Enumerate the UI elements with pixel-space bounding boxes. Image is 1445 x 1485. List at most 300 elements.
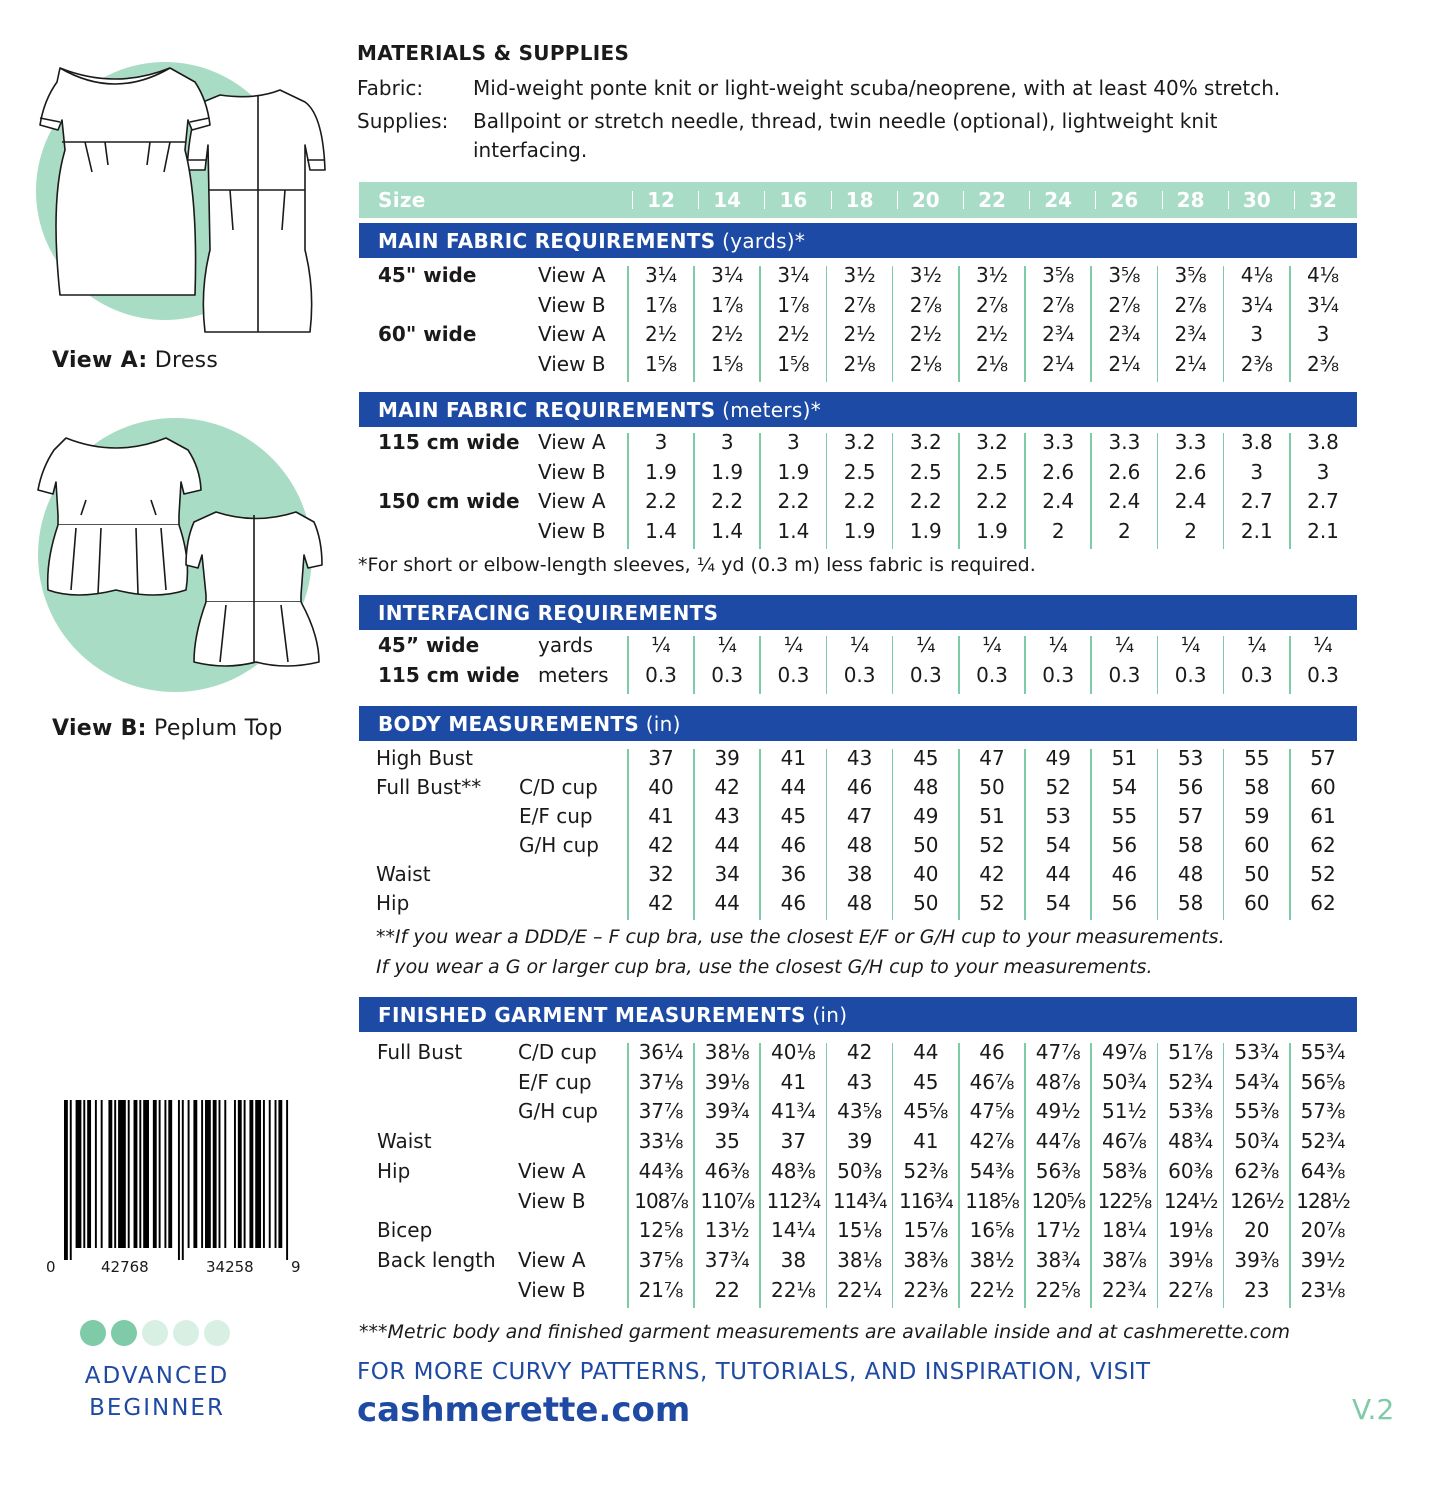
barcode-bar [87, 1100, 91, 1248]
table-cell: 39¾ [704, 1099, 750, 1124]
table-cell: 2¼ [1108, 351, 1141, 376]
section-title [378, 712, 681, 736]
table-cell: 47⅞ [1035, 1040, 1081, 1064]
barcode-bar [275, 1100, 277, 1248]
section-title-text: BODY MEASUREMENTS [378, 712, 640, 736]
difficulty-dots [80, 1320, 230, 1346]
table-cell: 39 [714, 746, 740, 770]
row-sublabel: View A [518, 1158, 586, 1183]
table-cell: 46 [846, 774, 873, 799]
barcode-bar [263, 1100, 265, 1248]
table-cell: 38¾ [1035, 1247, 1081, 1272]
table-cell: 2¾ [1042, 322, 1075, 347]
row-sublabel: View A [538, 489, 606, 514]
table-cell: 1⅝ [711, 351, 744, 376]
table-cell: 1.9 [777, 459, 810, 484]
table-cell: 3 [654, 430, 668, 454]
table-cell: ¼ [1114, 633, 1135, 657]
table-cell: 48 [1177, 861, 1204, 886]
section-header-4 [359, 997, 1357, 1032]
table-cell: 42 [648, 832, 674, 857]
table-cell: 2.7 [1240, 489, 1273, 514]
table-cell: 51⅞ [1168, 1040, 1214, 1064]
table-cell: 2⅛ [975, 351, 1009, 376]
table-cell: 2.6 [1174, 459, 1207, 484]
table-cell: 2.1 [1240, 518, 1273, 543]
table-cell: 128½ [1296, 1188, 1350, 1213]
section-title [378, 229, 805, 253]
table-cell: 43⅝ [837, 1099, 883, 1124]
table-cell: 33⅛ [638, 1129, 684, 1154]
table-cell: 2.5 [976, 459, 1008, 484]
table-cell: 38 [780, 1247, 807, 1272]
table-cell: 2.4 [1108, 489, 1141, 514]
barcode-bar [128, 1100, 130, 1248]
section-header-1 [359, 392, 1357, 427]
barcode-bar [118, 1100, 126, 1248]
table-cell: 2⅞ [1042, 292, 1075, 317]
table-cell: 2.2 [909, 489, 942, 514]
table-cell: 2⅞ [975, 292, 1009, 317]
section-header-2 [359, 595, 1357, 630]
table-cell: 52 [979, 890, 1005, 915]
table-cell: 61 [1310, 803, 1336, 828]
table-cell: 2⅛ [909, 351, 942, 376]
peplum-top-icon [36, 430, 336, 680]
barcode-bar [83, 1100, 85, 1248]
table-cell: 49⅞ [1101, 1040, 1147, 1064]
table-cell: 52 [979, 832, 1005, 857]
difficulty-dot-filled [80, 1320, 106, 1346]
table-cell: 58⅜ [1101, 1158, 1147, 1183]
table-cell: 1⅞ [777, 292, 810, 317]
table-cell: 54¾ [1234, 1069, 1280, 1094]
table-cell: 22¾ [1101, 1277, 1147, 1302]
table-cell: 2.4 [1174, 489, 1207, 514]
barcode-bar [101, 1100, 103, 1248]
table-cell: 2¾ [1108, 322, 1141, 347]
table-cell: 3.2 [976, 430, 1008, 454]
table-cell: 22⅞ [1168, 1277, 1214, 1302]
table-cell: 15⅛ [837, 1218, 883, 1243]
table-cell: 38⅛ [837, 1247, 883, 1272]
size-28: 28 [1176, 188, 1205, 212]
table-cell: 2¾ [1174, 322, 1207, 347]
table-cell: 36¼ [638, 1040, 684, 1064]
barcode-bar [201, 1100, 203, 1248]
section-title-text: FINISHED GARMENT MEASUREMENTS [378, 1003, 806, 1027]
table-cell: 12⅝ [638, 1218, 684, 1243]
section-unit: (in) [805, 1003, 848, 1027]
table-cell: 53 [1177, 746, 1204, 770]
table-cell: 43 [846, 746, 873, 770]
size-20: 20 [911, 188, 940, 212]
table-cell: 4⅛ [1240, 263, 1273, 287]
table-cell: 1.9 [843, 518, 876, 543]
row-sublabel: View A [538, 263, 606, 287]
table-cell: 42⅞ [969, 1129, 1015, 1154]
table-cell: 37⅞ [638, 1099, 684, 1124]
table-cell: 22⅝ [1035, 1277, 1081, 1302]
table-cell: 2⅞ [909, 292, 942, 317]
table-cell: 52 [1045, 774, 1071, 799]
table-cell: 55⅜ [1234, 1099, 1280, 1124]
table-cell: 22⅜ [903, 1277, 949, 1302]
table-cell: 0.3 [1108, 663, 1141, 687]
table-cell: 39 [846, 1129, 873, 1154]
barcode-bar [234, 1100, 236, 1248]
row-label: Hip [377, 1158, 411, 1183]
row-label: 60" wide [378, 322, 477, 347]
barcode-bar [193, 1100, 197, 1248]
section-unit: (in) [639, 712, 681, 736]
table-cell: 1.4 [777, 518, 810, 543]
table-cell: 62 [1310, 890, 1336, 915]
table-cell: 34 [714, 861, 740, 886]
barcode-bar [188, 1100, 190, 1248]
table-cell: 55 [1111, 803, 1138, 828]
table-cell: 48 [846, 832, 873, 857]
barcode-digit-group-2: 34258 [206, 1258, 254, 1276]
table-cell: 46⅜ [704, 1158, 750, 1183]
table-cell: 116¾ [899, 1188, 953, 1213]
size-14: 14 [713, 188, 742, 212]
table-cell: 57 [1177, 803, 1204, 828]
table-cell: 44 [780, 774, 807, 799]
table-cell: 3.8 [1240, 430, 1273, 454]
barcode-bar [278, 1100, 282, 1248]
size-32: 32 [1309, 188, 1337, 212]
table-cell: 0.3 [843, 663, 876, 687]
website-link[interactable]: cashmerette.com [357, 1390, 691, 1430]
row-sublabel: View B [518, 1188, 586, 1213]
table-cell: 3.2 [843, 430, 876, 454]
row-sublabel: E/F cup [519, 803, 593, 828]
table-cell: 39⅛ [704, 1069, 750, 1094]
promo-text: FOR MORE CURVY PATTERNS, TUTORIALS, AND INSPIRATION, VISIT [357, 1359, 1151, 1385]
table-cell: 0.3 [711, 663, 744, 687]
table-cell: 36 [780, 861, 807, 886]
row-sublabel: G/H cup [519, 832, 599, 857]
row-sublabel: meters [538, 663, 609, 687]
materials-title: MATERIALS & SUPPLIES [357, 41, 630, 65]
table-cell: ¼ [1180, 633, 1201, 657]
barcode-digit-start: 0 [46, 1258, 56, 1276]
table-cell: 49½ [1035, 1099, 1081, 1124]
table-cell: 52¾ [1168, 1069, 1214, 1094]
table-cell: 3.3 [1042, 430, 1075, 454]
table-cell: 40 [648, 774, 674, 799]
table-cell: 46 [1111, 861, 1138, 886]
table-cell: 44 [714, 890, 740, 915]
table-cell: 44 [913, 1040, 939, 1064]
table-cell: 2½ [843, 322, 876, 347]
row-label: 150 cm wide [378, 489, 520, 514]
table-cell: 40⅛ [770, 1040, 816, 1064]
table-cell: 38⅞ [1101, 1247, 1147, 1272]
barcode-bar [244, 1100, 246, 1248]
table-cell: 15⅞ [903, 1218, 949, 1243]
table-cell: 46 [979, 1040, 1005, 1064]
table-cell: 3½ [975, 263, 1009, 287]
table-cell: 37⅛ [638, 1069, 684, 1094]
table-cell: 35 [714, 1129, 740, 1154]
table-cell: 41 [648, 803, 674, 828]
table-cell: 3¼ [711, 263, 744, 287]
table-cell: 47 [979, 746, 1005, 770]
table-cell: 54 [1045, 890, 1071, 915]
section-title [378, 398, 821, 422]
table-cell: 50⅜ [837, 1158, 883, 1183]
table-cell: 41 [780, 1069, 807, 1094]
table-cell: 52⅜ [903, 1158, 949, 1183]
table-cell: 51½ [1101, 1099, 1147, 1124]
barcode-bar [286, 1100, 288, 1260]
table-cell: 39⅜ [1234, 1247, 1280, 1272]
barcode-bar [255, 1100, 261, 1248]
barcode-bar [70, 1100, 72, 1260]
barcode-bar [153, 1100, 157, 1248]
table-cell: 124½ [1163, 1188, 1218, 1213]
difficulty-level-line2: BEGINNER [89, 1395, 225, 1421]
table-cell: 56⅜ [1035, 1158, 1081, 1183]
table-cell: 39⅛ [1168, 1247, 1214, 1272]
table-cell: 37¾ [704, 1247, 750, 1272]
row-sublabel: C/D cup [519, 774, 598, 799]
table-cell: ¼ [717, 633, 737, 657]
barcode-bar [269, 1100, 271, 1248]
row-sublabel: View A [518, 1247, 586, 1272]
table-cell: 3.3 [1108, 430, 1141, 454]
table-cell: 108⅞ [634, 1188, 688, 1213]
barcode-bar [114, 1100, 116, 1248]
table-cell: 2.6 [1042, 459, 1075, 484]
supplies-text: Ballpoint or stretch needle, thread, twin needle (optional), lightweight knit interfacing. [473, 109, 1218, 162]
table-cell: 50 [979, 774, 1005, 799]
table-cell: 13½ [704, 1218, 750, 1243]
table-cell: 2.5 [843, 459, 876, 484]
row-sublabel: View B [538, 351, 606, 376]
table-cell: 45 [913, 1069, 939, 1094]
barcode-bar [159, 1100, 161, 1248]
table-cell: 0.3 [1240, 663, 1273, 687]
table-cell: 1.4 [645, 518, 677, 543]
dress-icon [30, 60, 340, 340]
section-unit: (meters)* [715, 398, 822, 422]
table-cell: 22½ [969, 1277, 1015, 1302]
row-label: Full Bust [377, 1040, 463, 1064]
table-cell: 42 [846, 1040, 873, 1064]
table-cell: 51 [1111, 746, 1138, 770]
table-cell: 46⅞ [969, 1069, 1015, 1094]
table-cell: 2 [1118, 518, 1131, 543]
table-cell: 48¾ [1168, 1129, 1214, 1154]
row-label: 115 cm wide [378, 430, 520, 454]
row-sublabel: View A [538, 322, 606, 347]
section-note: *For short or elbow-length sleeves, ¼ yd (0.3 m) less fabric is required. [358, 554, 1036, 576]
table-cell: 2.2 [711, 489, 744, 514]
table-cell: 58 [1177, 890, 1204, 915]
table-cell: 38⅜ [903, 1247, 949, 1272]
table-cell: 0.3 [777, 663, 810, 687]
table-cell: 3 [720, 430, 734, 454]
table-cell: 2⅞ [1174, 292, 1207, 317]
table-cell: 2¼ [1174, 351, 1207, 376]
table-cell: 0.3 [909, 663, 942, 687]
table-cell: 41 [913, 1129, 939, 1154]
table-cell: 3¼ [644, 263, 678, 287]
difficulty-level-line1: ADVANCED [84, 1363, 230, 1389]
row-sublabel: E/F cup [518, 1069, 592, 1094]
table-cell: 1.9 [711, 459, 744, 484]
table-cell: 41¾ [770, 1099, 816, 1124]
table-cell: 60 [1310, 774, 1336, 799]
table-cell: 0.3 [645, 663, 677, 687]
table-cell: ¼ [916, 633, 936, 657]
table-cell: 37 [780, 1129, 807, 1154]
table-cell: 44⅜ [638, 1158, 684, 1183]
barcode-digit-end: 9 [291, 1258, 301, 1276]
barcode-bar [213, 1100, 217, 1248]
size-26: 26 [1110, 188, 1139, 212]
table-cell: 2 [1184, 518, 1197, 543]
table-cell: 16⅝ [969, 1218, 1015, 1243]
size-12: 12 [647, 188, 675, 212]
table-cell: ¼ [982, 633, 1002, 657]
row-sublabel: yards [538, 633, 594, 657]
row-sublabel: View B [538, 518, 606, 543]
table-cell: 42 [979, 861, 1005, 886]
table-cell: 44 [714, 832, 740, 857]
table-cell: 0.3 [1174, 663, 1207, 687]
table-cell: 49 [1045, 746, 1071, 770]
section-title [378, 1003, 847, 1027]
barcode-bar [238, 1100, 242, 1248]
table-cell: 57 [1310, 746, 1336, 770]
table-cell: 43 [846, 1069, 873, 1094]
table-cell: 57⅜ [1300, 1099, 1346, 1124]
table-cell: ¼ [1247, 633, 1267, 657]
table-cell: 50 [913, 832, 939, 857]
table-cell: 2.2 [645, 489, 677, 514]
metric-footnote: ***Metric body and finished garment measurements are available inside and at cashmerette.com [359, 1321, 1291, 1343]
fabric-text: Mid-weight ponte knit or light-weight scuba/neoprene, with at least 40% stretch. [473, 76, 1281, 100]
barcode-bar [95, 1100, 97, 1248]
table-cell: 53 [1045, 803, 1071, 828]
table-cell: ¼ [783, 633, 804, 657]
section-note: **If you wear a DDD/E – F cup bra, use the closest E/F or G/H cup to your measurements. [376, 926, 1225, 948]
table-cell: 46⅞ [1101, 1129, 1147, 1154]
table-cell: 42 [648, 890, 674, 915]
table-cell: 3.3 [1174, 430, 1207, 454]
table-cell: 2⅜ [1240, 351, 1273, 376]
version-label: V.2 [1352, 1393, 1395, 1426]
table-cell: 3 [1316, 459, 1330, 484]
row-sublabel: View B [538, 292, 606, 317]
barcode-bar [134, 1100, 138, 1248]
table-cell: 1.9 [976, 518, 1008, 543]
supplies-label: Supplies: [357, 109, 449, 133]
row-label: Back length [377, 1247, 496, 1272]
table-cell: 2 [1051, 518, 1065, 543]
table-cell: 1⅞ [644, 292, 678, 317]
table-cell: 3.8 [1307, 430, 1339, 454]
table-cell: ¼ [849, 633, 870, 657]
row-label: 45" wide [378, 263, 477, 287]
table-cell: 3 [1250, 322, 1264, 347]
table-cell: 23⅛ [1300, 1277, 1346, 1302]
table-cell: 48⅞ [1035, 1069, 1081, 1094]
barcode-bar [76, 1100, 82, 1248]
row-label: Bicep [377, 1218, 433, 1243]
table-cell: 55 [1244, 746, 1270, 770]
section-title [378, 601, 718, 625]
table-cell: 45⅝ [903, 1099, 949, 1124]
table-cell: 46 [780, 890, 807, 915]
barcode-bar [182, 1100, 184, 1260]
table-cell: 45 [913, 746, 939, 770]
barcode-bar [178, 1100, 180, 1260]
table-cell: 18¼ [1101, 1218, 1147, 1243]
table-cell: 58 [1244, 774, 1270, 799]
row-label: Hip [376, 890, 410, 915]
table-cell: 21⅞ [638, 1277, 684, 1302]
table-cell: 2½ [711, 322, 744, 347]
row-label: High Bust [376, 746, 473, 770]
table-cell: 38 [846, 861, 873, 886]
table-cell: 50¾ [1234, 1129, 1280, 1154]
table-cell: 54 [1045, 832, 1071, 857]
table-cell: 60 [1244, 832, 1270, 857]
table-cell: 43 [714, 803, 740, 828]
table-cell: ¼ [1048, 633, 1068, 657]
table-cell: 56 [1111, 832, 1138, 857]
difficulty-dot-filled [111, 1320, 137, 1346]
table-cell: 62⅜ [1234, 1158, 1280, 1183]
table-cell: 37⅝ [638, 1247, 684, 1272]
table-cell: 17½ [1035, 1218, 1081, 1243]
table-cell: 51 [979, 803, 1005, 828]
table-cell: 44 [1045, 861, 1071, 886]
size-30: 30 [1242, 188, 1271, 212]
table-cell: 50¾ [1101, 1069, 1147, 1094]
table-cell: 3¼ [777, 263, 810, 287]
table-cell: 3¼ [1306, 292, 1340, 317]
table-cell: 2.7 [1307, 489, 1339, 514]
size-header-label: Size [378, 188, 426, 212]
table-cell: 2⅜ [1306, 351, 1340, 376]
table-cell: 0.3 [1042, 663, 1075, 687]
table-cell: 2½ [909, 322, 942, 347]
table-cell: 46 [780, 832, 807, 857]
table-cell: 4⅛ [1306, 263, 1340, 287]
table-cell: 120⅝ [1031, 1188, 1085, 1213]
table-cell: 3⅝ [1108, 263, 1141, 287]
table-cell: 44⅞ [1035, 1129, 1081, 1154]
row-label: 115 cm wide [378, 663, 520, 687]
table-cell: 23 [1244, 1277, 1270, 1302]
table-cell: 38⅛ [704, 1040, 750, 1064]
table-cell: 45 [780, 803, 807, 828]
row-sublabel: C/D cup [518, 1040, 597, 1064]
table-cell: 54 [1111, 774, 1138, 799]
row-sublabel: View A [538, 430, 606, 454]
table-cell: 37 [648, 746, 674, 770]
table-cell: 22⅛ [770, 1277, 816, 1302]
table-cell: 48 [846, 890, 873, 915]
table-cell: ¼ [1313, 633, 1333, 657]
barcode-bar [249, 1100, 253, 1248]
